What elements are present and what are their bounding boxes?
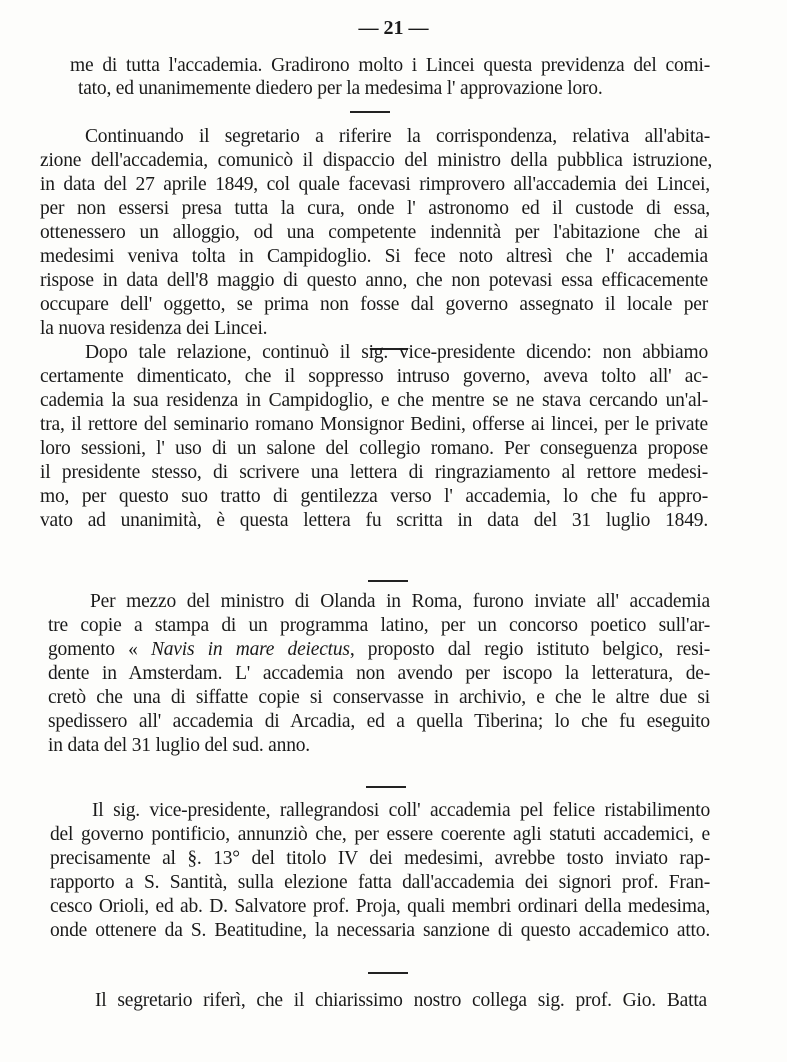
section-separator xyxy=(368,972,408,974)
paragraph-start-line: Il segretario riferì, che il chiarissimo nostro collega sig. prof. Gio. Batta xyxy=(95,990,707,1011)
section-separator xyxy=(350,111,390,113)
text-line: occupare dell' oggetto, se prima non fosse dal governo assegnato il locale per xyxy=(40,294,708,315)
text-line: rapporto a S. Santità, sulla elezione fatta dall'accademia dei signori prof. Fran- xyxy=(50,872,710,893)
text-line: il presidente stesso, di scrivere una lettera di ringraziamento al rettore medesi- xyxy=(40,462,708,483)
text-line: medesimi veniva tolta in Campidoglio. Si fece noto altresì che l' accademia xyxy=(40,246,708,267)
paragraph-start-line: Dopo tale relazione, continuò il sig. vice-presidente dicendo: non abbiamo xyxy=(85,342,708,363)
text-line: vato ad unanimità, è questa lettera fu scritta in data del 31 luglio 1849. xyxy=(40,510,708,531)
text-line: ottenessero un alloggio, od una competente indennità per l'abitazione che ai xyxy=(40,222,708,243)
text-span: , proposto dal regio istituto belgico, resi- xyxy=(349,639,710,660)
text-line: certamente dimenticato, che il soppresso intruso governo, aveva tolto all' ac- xyxy=(40,366,708,387)
text-line: cretò che una di siffatte copie si conservasse in archivio, e che le altre due si xyxy=(48,687,710,708)
text-line: dente in Amsterdam. L' accademia non avendo per iscopo la letteratura, de- xyxy=(48,663,710,684)
text-line: onde ottenere da S. Beatitudine, la necessaria sanzione di questo accademico atto. xyxy=(50,920,710,941)
text-line: del governo pontificio, annunziò che, per essere coerente agli statuti accademici, e xyxy=(50,824,710,845)
text-line: tato, ed unanimemente diedero per la medesima l' approvazione loro. xyxy=(78,78,603,99)
text-line: rispose in data dell'8 maggio di questo anno, che non potevasi essa efficacemente xyxy=(40,270,708,291)
italic-title: Navis in mare deiectus xyxy=(150,639,350,660)
text-line: me di tutta l'accademia. Gradirono molto i Lincei questa previdenza del comi- xyxy=(70,55,710,76)
section-separator xyxy=(366,786,406,788)
paragraph-start-line: Per mezzo del ministro di Olanda in Roma, furono inviate all' accademia xyxy=(90,591,710,612)
text-line: tra, il rettore del seminario romano Monsignor Bedini, offerse ai lincei, per le private xyxy=(40,414,708,435)
text-span: gomento « xyxy=(48,639,151,660)
page-number: — 21 — xyxy=(358,17,429,39)
text-line xyxy=(48,639,710,661)
paragraph-start-line: Il sig. vice-presidente, rallegrandosi coll' accademia pel felice ristabilimento xyxy=(92,800,710,821)
text-line: zione dell'accademia, comunicò il dispaccio del ministro della pubblica istruzione, xyxy=(40,150,712,171)
text-line: mo, per questo suo tratto di gentilezza verso l' accademia, lo che fu appro- xyxy=(40,486,708,507)
text-line: loro sessioni, l' uso di un salone del collegio romano. Per conseguenza propose xyxy=(40,438,708,459)
text-line: cademia la sua residenza in Campidoglio, e che mentre se ne stava cercando un'al- xyxy=(40,390,708,411)
section-separator xyxy=(368,580,408,582)
text-line: la nuova residenza dei Lincei. xyxy=(40,318,268,339)
text-line: cesco Orioli, ed ab. D. Salvatore prof. Proja, quali membri ordinari della medesima, xyxy=(50,896,710,917)
text-line: in data del 27 aprile 1849, col quale facevasi rimprovero all'accademia dei Lincei, xyxy=(40,174,710,195)
text-line: tre copie a stampa di un programma latino, per un concorso poetico sull'ar- xyxy=(48,615,710,636)
text-line: spedissero all' accademia di Arcadia, ed a quella Tiberina; lo che fu eseguito xyxy=(48,711,710,732)
text-line: per non essersi presa tutta la cura, onde l' astronomo ed il custode di essa, xyxy=(40,198,710,219)
text-line: in data del 31 luglio del sud. anno. xyxy=(48,735,310,756)
text-line: precisamente al §. 13° del titolo IV dei medesimi, avrebbe tosto inviato rap- xyxy=(50,848,710,869)
paragraph-start-line: Continuando il segretario a riferire la corrispondenza, relativa all'abita- xyxy=(85,126,710,147)
